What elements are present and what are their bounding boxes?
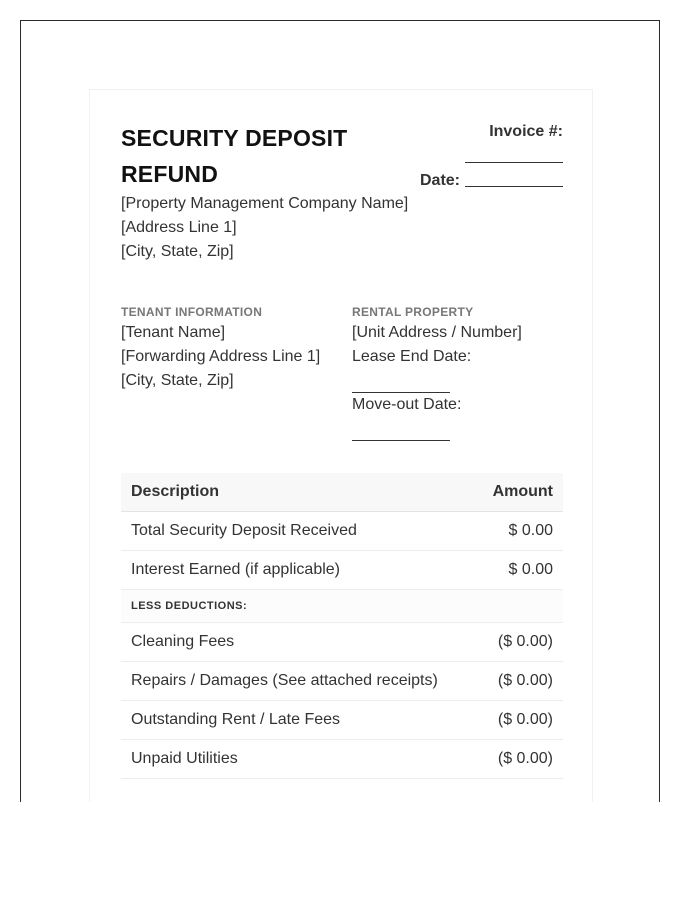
date-blank xyxy=(465,186,563,187)
deductions-section-row xyxy=(121,590,563,623)
table-row xyxy=(121,662,563,701)
row-amount: $ 0.00 xyxy=(476,512,563,551)
row-amount: $ 0.00 xyxy=(476,551,563,590)
deposit-ledger-table xyxy=(121,473,563,779)
company-address-line-1: [Address Line 1] xyxy=(121,219,237,236)
row-description: Unpaid Utilities xyxy=(121,740,476,779)
rental-unit: [Unit Address / Number] xyxy=(352,324,522,341)
invoice-number-label: Invoice #: xyxy=(489,123,563,140)
deductions-section-label: LESS DEDUCTIONS: xyxy=(121,590,563,623)
row-amount: ($ 0.00) xyxy=(476,701,563,740)
table-row xyxy=(121,740,563,779)
row-description: Repairs / Damages (See attached receipts) xyxy=(121,662,476,701)
date-label: Date: xyxy=(419,172,460,189)
move-out-date-blank xyxy=(352,417,450,441)
rental-property xyxy=(352,304,563,441)
table-row xyxy=(121,551,563,590)
row-description: Interest Earned (if applicable) xyxy=(121,551,476,590)
table-row xyxy=(121,623,563,662)
row-description: Total Security Deposit Received xyxy=(121,512,476,551)
table-row xyxy=(121,512,563,551)
company-city-state-zip: [City, State, Zip] xyxy=(121,243,234,260)
tenant-forwarding-address: [Forwarding Address Line 1] xyxy=(121,348,321,365)
tenant-information-heading: TENANT INFORMATION xyxy=(121,305,263,319)
document-title: SECURITY DEPOSIT REFUND xyxy=(121,125,348,187)
invoice-number-blank xyxy=(465,162,563,163)
document-sheet xyxy=(89,89,593,802)
tenant-city-state-zip: [City, State, Zip] xyxy=(121,372,234,389)
date-field xyxy=(420,169,563,193)
table-header-row xyxy=(121,473,563,512)
description-column-header: Description xyxy=(121,473,476,512)
row-description: Outstanding Rent / Late Fees xyxy=(121,701,476,740)
row-description: Cleaning Fees xyxy=(121,623,476,662)
row-amount: ($ 0.00) xyxy=(476,662,563,701)
company-name: [Property Management Company Name] xyxy=(121,195,409,212)
lease-end-date-blank xyxy=(352,369,450,393)
lease-end-date-label: Lease End Date: xyxy=(352,348,472,365)
rental-property-heading: RENTAL PROPERTY xyxy=(352,305,474,319)
row-amount: ($ 0.00) xyxy=(476,623,563,662)
row-amount: ($ 0.00) xyxy=(476,740,563,779)
table-row xyxy=(121,701,563,740)
amount-column-header: Amount xyxy=(476,473,563,512)
move-out-date-label: Move-out Date: xyxy=(352,396,462,413)
tenant-information xyxy=(121,304,351,393)
company-address xyxy=(121,192,408,264)
tenant-name: [Tenant Name] xyxy=(121,324,226,341)
invoice-number-field xyxy=(465,120,563,163)
